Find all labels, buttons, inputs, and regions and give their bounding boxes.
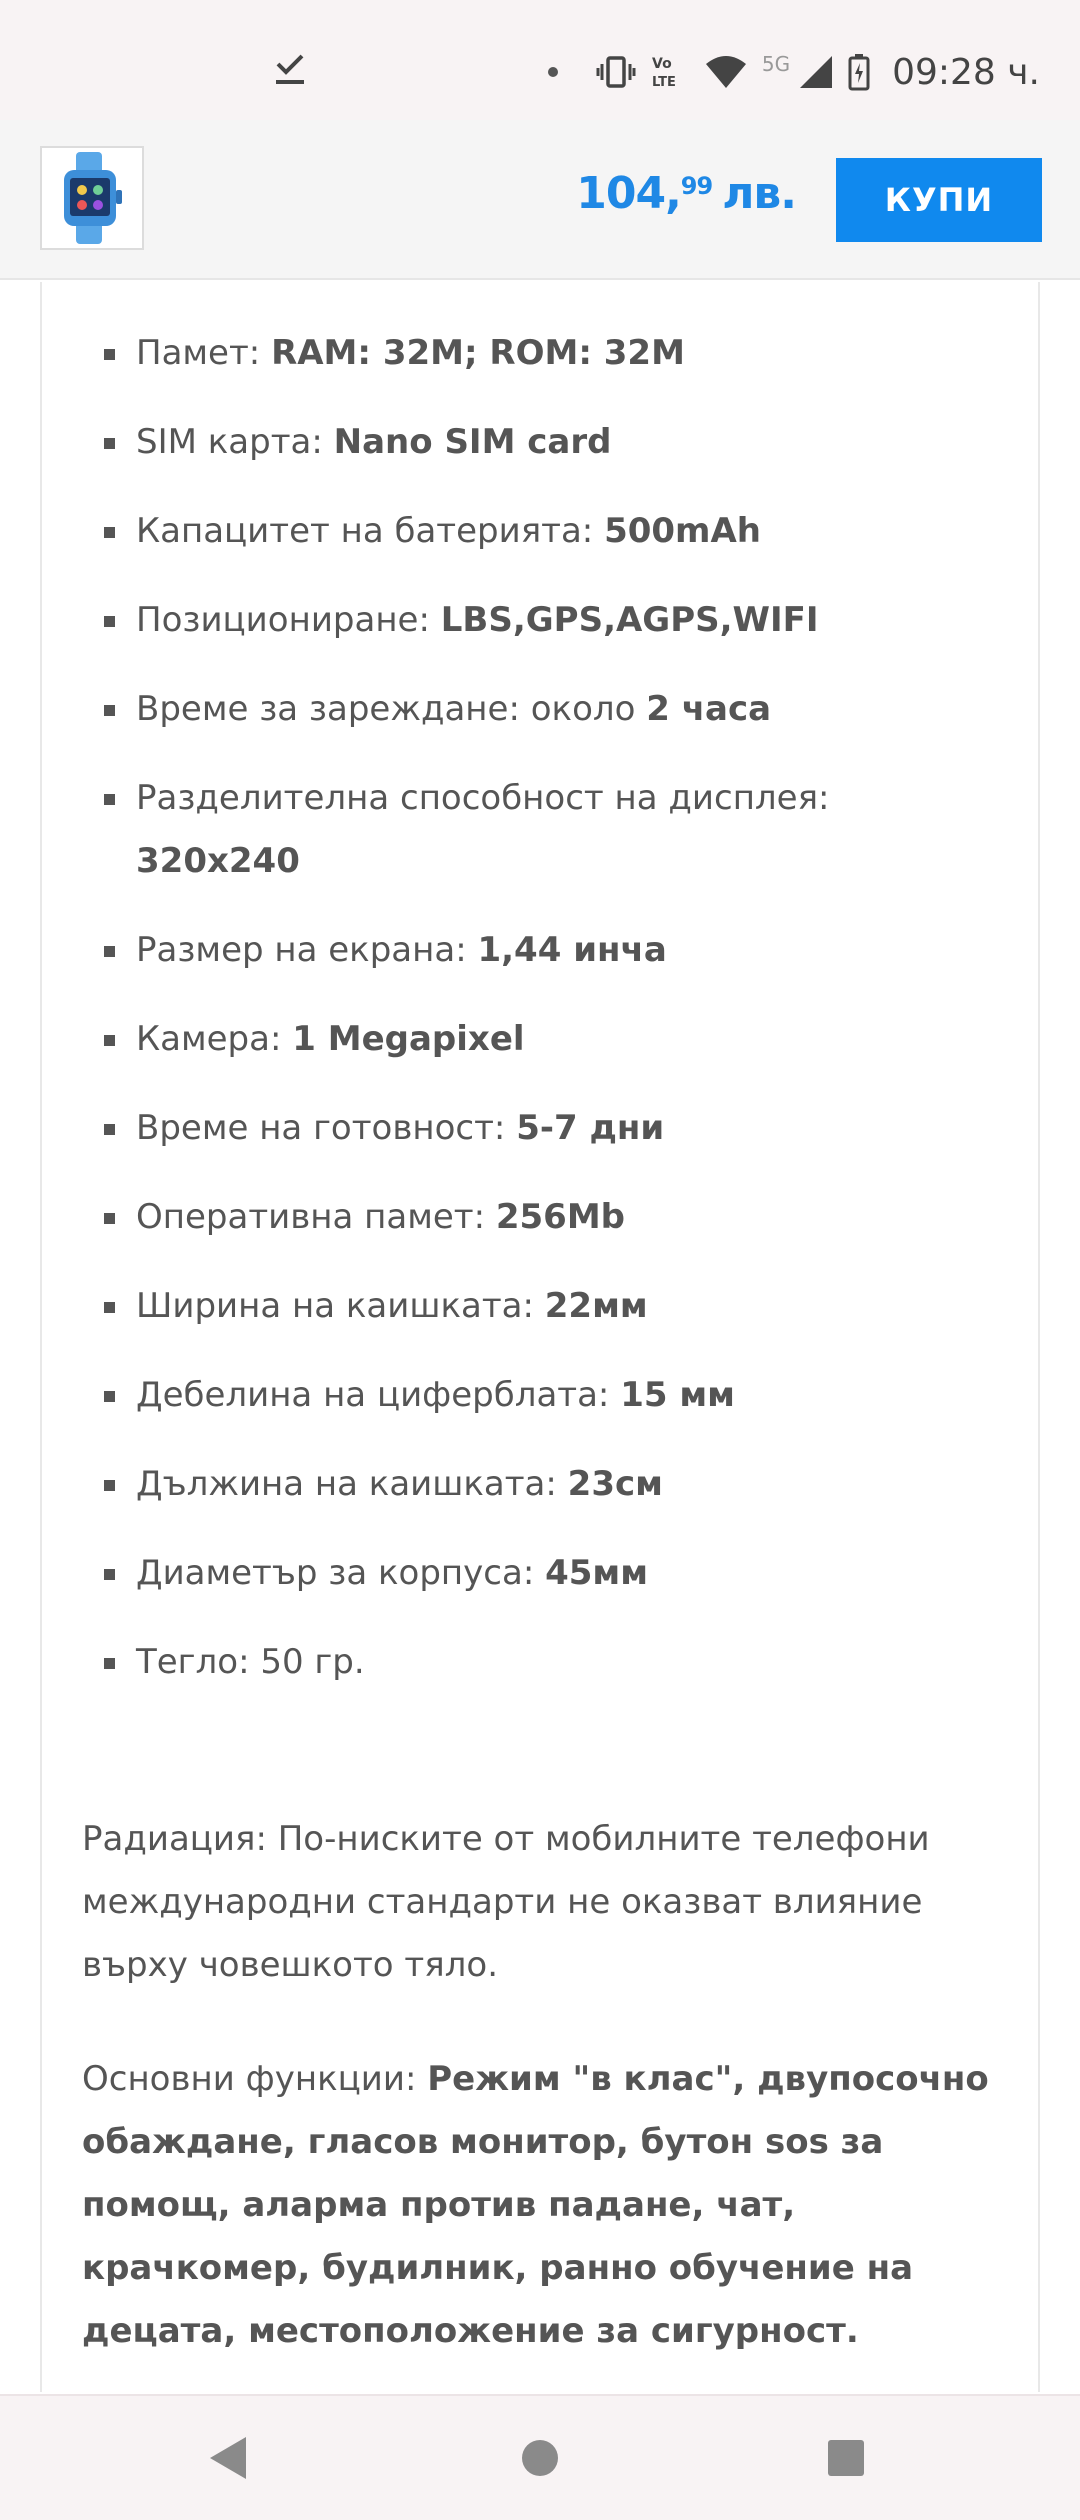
recents-icon[interactable]	[806, 2426, 886, 2490]
notification-dot-icon	[548, 67, 558, 77]
buy-button[interactable]: КУПИ	[836, 158, 1042, 242]
vibrate-icon	[596, 52, 636, 92]
back-icon[interactable]	[188, 2426, 268, 2490]
spec-item-positioning: Позициониране: LBS,GPS,AGPS,WIFI	[102, 589, 982, 652]
spec-item-weight: Тегло: 50 гр.	[102, 1631, 982, 1694]
functions-value: Режим "в клас", двупосочно обаждане, гласов монитор, бутон sos за помощ, аларма против падане, чат, крачкомер, будилник, ранно обучение на децата, местоположение за сигурност.	[82, 2059, 989, 2351]
functions-paragraph	[82, 2048, 1002, 2363]
spec-item-standby: Време на готовност: 5-7 дни	[102, 1097, 982, 1160]
spec-item-sim: SIM карта: Nano SIM card	[102, 411, 982, 474]
spec-item-case-diameter: Диаметър за корпуса: 45мм	[102, 1542, 982, 1605]
svg-text:Vo: Vo	[651, 56, 672, 72]
spec-item-strap-length: Дължина на каишката: 23см	[102, 1453, 982, 1516]
status-icons	[548, 48, 1040, 96]
product-price	[576, 168, 796, 219]
spec-item-camera: Камера: 1 Megapixel	[102, 1008, 982, 1071]
download-done-icon	[270, 50, 310, 90]
spec-item-charging-time: Време за зареждане: около 2 часа	[102, 678, 982, 741]
product-sticky-header	[0, 120, 1080, 280]
product-description	[40, 282, 1040, 2392]
product-thumbnail[interactable]	[40, 146, 144, 250]
network-type: 5G	[761, 52, 791, 76]
battery-charging-icon	[848, 52, 870, 92]
price-decimals: 99	[680, 172, 713, 200]
clock: 09:28 ч.	[892, 51, 1040, 93]
spec-item-ram: Оперативна памет: 256Mb	[102, 1186, 982, 1249]
spec-item-dial-thickness: Дебелина на циферблата: 15 мм	[102, 1364, 982, 1427]
volte-icon	[650, 52, 690, 92]
radiation-paragraph: Радиация: По-ниските от мобилните телефони международни стандарти не оказват влияние върху човешкото тяло.	[82, 1819, 930, 1985]
home-icon[interactable]	[500, 2426, 580, 2490]
signal-icon	[798, 52, 834, 92]
specs-list	[102, 322, 982, 1720]
spec-item-screen-size: Размер на екрана: 1,44 инча	[102, 919, 982, 982]
spec-item-strap-width: Ширина на каишката: 22мм	[102, 1275, 982, 1338]
price-main: 104,	[576, 168, 681, 219]
svg-text:LTE: LTE	[651, 75, 676, 90]
system-nav-bar	[0, 2394, 1080, 2520]
spec-item-memory: Памет: RAM: 32M; ROM: 32M	[102, 322, 982, 385]
wifi-icon	[704, 52, 748, 92]
status-bar	[0, 0, 1080, 120]
price-currency: лв.	[722, 168, 796, 219]
spec-item-resolution: Разделителна способност на дисплея: 320x240	[102, 767, 982, 893]
smartwatch-icon	[52, 150, 132, 246]
spec-item-battery: Капацитет на батерията: 500mAh	[102, 500, 982, 563]
functions-label: Основни функции:	[82, 2059, 428, 2099]
